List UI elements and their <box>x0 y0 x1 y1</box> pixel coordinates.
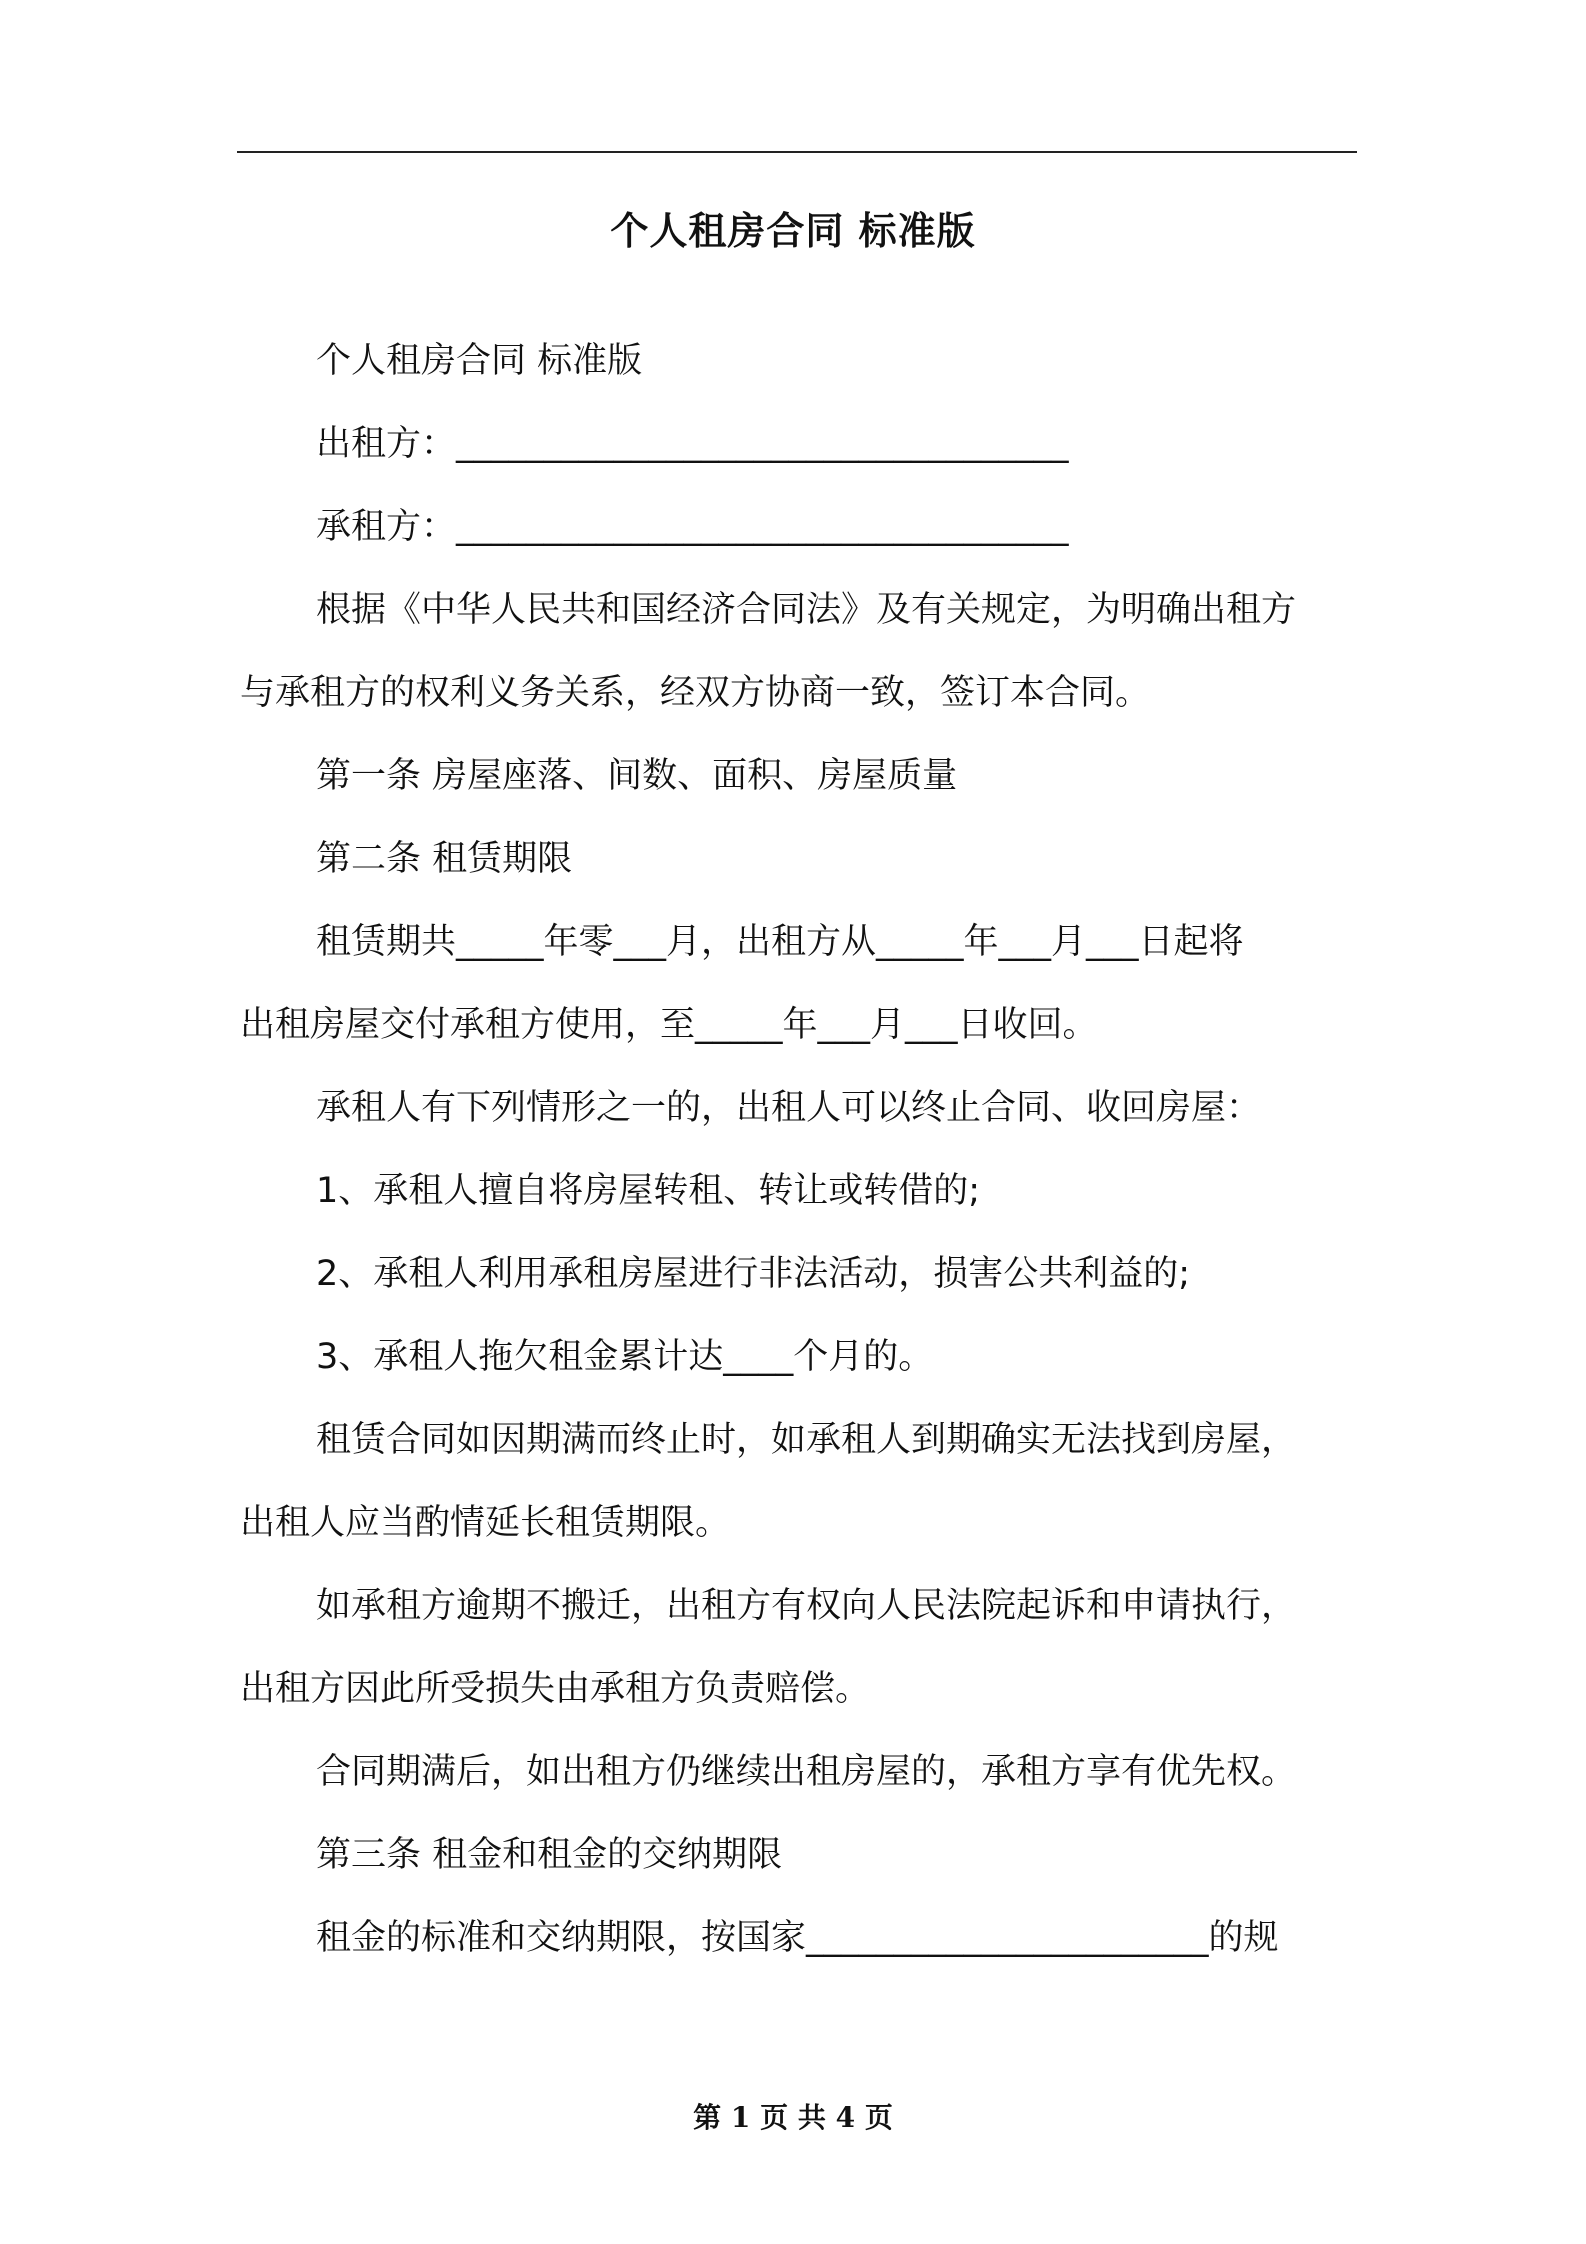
paragraph: 出租人应当酌情延长租赁期限。 <box>240 1503 731 1543</box>
list-item: 1、承租人擅自将房屋转租、转让或转借的; <box>316 1171 981 1211</box>
paragraph: 合同期满后，如出租方仍继续出租房屋的，承租方享有优先权。 <box>316 1752 1297 1792</box>
paragraph: 出租房屋交付承租方使用，至_____年___月___日收回。 <box>240 1005 1098 1045</box>
page-footer: 第 1 页 共 4 页 <box>693 2101 893 2134</box>
article-heading: 第三条 租金和租金的交纳期限 <box>316 1835 783 1875</box>
list-item: 3、承租人拖欠租金累计达____个月的。 <box>316 1337 934 1377</box>
page-title: 个人租房合同 标准版 <box>610 209 976 253</box>
paragraph: 与承租方的权利义务关系，经双方协商一致，签订本合同。 <box>240 673 1151 713</box>
document-body <box>240 320 1360 1980</box>
paragraph: 出租方因此所受损失由承租方负责赔偿。 <box>240 1669 871 1709</box>
paragraph: 租赁期共_____年零___月，出租方从_____年___月___日起将 <box>316 922 1244 962</box>
article-heading: 第二条 租赁期限 <box>316 839 573 879</box>
lessor-field: 出租方：___________________________________ <box>316 424 1069 464</box>
lessee-field: 承租方：___________________________________ <box>316 507 1069 547</box>
list-item: 2、承租人利用承租房屋进行非法活动，损害公共利益的; <box>316 1254 1191 1294</box>
paragraph: 根据《中华人民共和国经济合同法》及有关规定，为明确出租方 <box>316 590 1297 630</box>
article-heading: 第一条 房屋座落、间数、面积、房屋质量 <box>316 756 958 796</box>
paragraph: 租金的标准和交纳期限，按国家_______________________的规 <box>316 1918 1279 1958</box>
paragraph: 租赁合同如因期满而终止时，如承租人到期确实无法找到房屋， <box>316 1420 1297 1460</box>
paragraph: 个人租房合同 标准版 <box>316 341 643 381</box>
paragraph: 如承租方逾期不搬迁，出租方有权向人民法院起诉和申请执行， <box>316 1586 1297 1626</box>
header-rule <box>237 151 1357 153</box>
paragraph: 承租人有下列情形之一的，出租人可以终止合同、收回房屋： <box>316 1088 1262 1128</box>
